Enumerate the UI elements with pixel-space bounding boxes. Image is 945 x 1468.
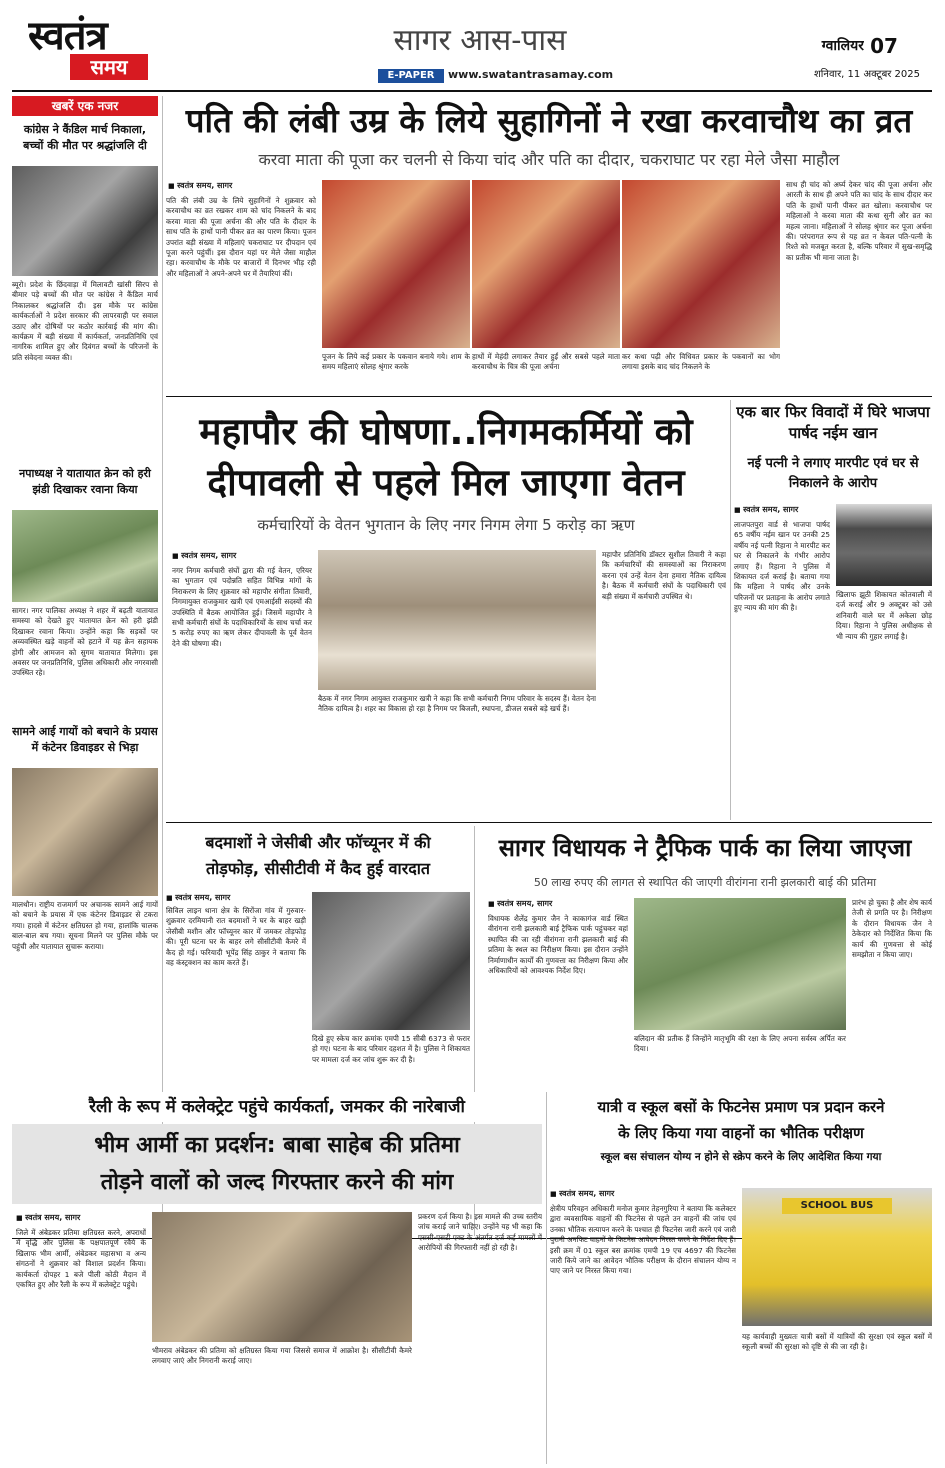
mayor-byline: ■ स्वतंत्र समय, सागर	[172, 550, 322, 562]
bus-body-2: यह कार्यवाही मुख्यतः यात्री बसों में यात्रियों की सुरक्षा एवं स्कूल बसों में स्कूली बच्चों की सुरक्षा को दृष्टि से की जा रही है।	[742, 1332, 932, 1352]
jcb-headline-2[interactable]: तोड़फोड़, सीसीटीवी में कैद हुई वारदात	[205, 859, 430, 878]
corporator-subhead: नई पत्नी ने लगाए मारपीट एवं घर से निकालने के आरोप	[747, 456, 919, 491]
park-headline[interactable]: सागर विधायक ने ट्रैफिक पार्क का लिया जाएजा	[498, 834, 912, 862]
corporator-story	[734, 400, 932, 820]
top-story-body-2: साथ ही चांद को अर्घ्य देकर चांद की पूजा अर्चना और आरती के साथ ही अपने पति का चांद के साथ दीदार कर पति के हाथों पानी पीकर व्रत खोला। करवाचौथ पर महिलाओं ने करवा माता की कथा सुनी और व्रत का महत्व जाना। महिलाओं ने सोलह श्रृंगार कर पूजा अर्चना की। परंपरागत रूप से यह व्रत न केवल पति-पत्नी के रिश्ते को मजबूत करता है, बल्कि परिवार में सुख-समृद्धि का प्रतीक भी माना जाता है।	[786, 180, 932, 262]
rally-strip[interactable]: रैली के रूप में कलेक्ट्रेट पहुंचे कार्यकर्ता, जमकर की नारेबाजी	[12, 1092, 542, 1122]
sidebar-story2-title[interactable]: नपाध्यक्ष ने यातायात क्रेन को हरी झंडी दिखाकर रवाना किया	[12, 466, 158, 506]
bhim-story	[12, 1124, 542, 1464]
section-title: सागर आस-पास	[393, 23, 567, 58]
page-number: 07	[870, 34, 898, 58]
bhim-caption: भीमराव अंबेडकर की प्रतिमा को क्षतिग्रस्त किया गया जिससे समाज में आक्रोश है। सीसीटीवी कैमरे लगवाए जाएं और निगरानी कराई जाए।	[152, 1346, 412, 1366]
bus-headline-2[interactable]: के लिए किया गया वाहनों का भौतिक परीक्षण	[618, 1124, 864, 1142]
mayor-divider	[730, 400, 731, 820]
school-bus-label: SCHOOL BUS	[782, 1198, 892, 1214]
epaper-label: E-PAPER	[378, 69, 444, 83]
bus-body: क्षेत्रीय परिवहन अधिकारी मनोज कुमार तेहनगुरिया ने बताया कि कलेक्टर द्वारा व्यवसायिक वाहनों की फिटनेस से पहले उन वाहनों की जांच एवं उनका भौतिक सत्यापन करने के पश्चात ही फिटनेस जारी करने एवं जारी पुरानी अनफिट वाहनों के फिटनेस आवेदन निरस्त करने के निर्देश दिए हैं। इसी क्रम में 01 स्कूल बस क्रमांक एमपी 19 एच 4697 की फिटनेस जारी किये जाने का आवेदन भौतिक परीक्षण के दौरान संचालन योग्य न पाए जाने पर निरस्त किया गया।	[550, 1204, 736, 1276]
park-byline: ■ स्वतंत्र समय, सागर	[488, 898, 638, 910]
bhim-body-2: प्रकरण दर्ज किया है। इस मामले की उच्च स्तरीय जांच कराई जाने चाहिए। उन्होंने यह भी कहा कि एससी-एसटी एक्ट के अंतर्गत दर्ज कई मामलों में आरोपियों की गिरफ्तारी नहीं हो रही है।	[418, 1212, 542, 1253]
website-link[interactable]: www.swatantrasamay.com	[448, 68, 614, 81]
cctv-photo	[312, 892, 470, 1030]
top-story-body: पति की लंबी उम्र के लिये सुहागिनों ने शुक्रवार को करवाचौथ का व्रत रखकर शाम को चांद निकलने के बाद करवा माता की पूजा अर्चना की और पति के दीदार के साथ पति के हाथों पानी पीकर व्रत का पारण किया। पूजन उपरांत बड़ी संख्या में महिलाएं चकराघाट पर दीपदान एवं पूजा करने पहुंचीं। इस दौरान यहां पर मेले जैसा माहौल रहा। करवाचौथ के मौके पर बाजारों में दिनभर भीड़ रही और महिलाओं ने अपने-अपने घर में तैयारियां कीं।	[166, 196, 316, 278]
photo-caption-1: पूजन के लिये कई प्रकार के पकवान बनाये गये। शाम के समय महिलाएं सोलह श्रृंगार करके	[322, 352, 470, 372]
photo-pooja-1	[322, 180, 470, 348]
top-story-byline: ■ स्वतंत्र समय, सागर	[168, 180, 318, 192]
mayor-body-3: महापौर प्रतिनिधि डॉक्टर सुशील तिवारी ने कहा कि कर्मचारियों की समस्याओं का निराकरण करना एवं उन्हें वेतन देना हमारा नैतिक दायित्व है। बैठक में कर्मचारी संघों के पदाधिकारी एवं बड़ी संख्या में कर्मचारी उपस्थित थे।	[602, 550, 726, 601]
bhim-byline: ■ स्वतंत्र समय, सागर	[16, 1212, 166, 1224]
logo-bottom: समय	[70, 54, 148, 80]
sidebar-divider	[162, 96, 163, 1236]
bus-byline: ■ स्वतंत्र समय, सागर	[550, 1188, 700, 1200]
bhim-body: जिले में अंबेडकर प्रतिमा क्षतिग्रस्त करने, अपराधों में वृद्धि और पुलिस के पक्षपातपूर्ण रवैये के खिलाफ भीम आर्मी, अंबेडकर महासभा व अन्य संगठनों ने शुक्रवार को विशाल प्रदर्शन किया। कार्यकर्ता दोपहर 1 बजे पीली कोठी मैदान में एकत्रित हुए और रैली के रूप में कलेक्ट्रेट पहुंचे।	[16, 1228, 146, 1290]
bus-subhead: स्कूल बस संचालन योग्य न होने से स्क्रेप करने के लिए आदेशित किया गया	[600, 1151, 882, 1163]
photo-caption-3: कर कथा पढ़ी और विधिवत प्रकार के पकवानों का भोग लगाया इसके बाद चांद निकलने के	[622, 352, 780, 372]
mayor-subhead: कर्मचारियों के वेतन भुगतान के लिए नगर निगम लेगा 5 करोड़ का ऋण	[257, 516, 635, 534]
school-bus-photo	[742, 1188, 932, 1326]
sidebar-story1-body: ब्यूरो। प्रदेश के छिंदवाड़ा में मिलावटी खांसी सिरप से बीमार पड़े बच्चों की मौत पर कांग्रेस ने कैंडिल मार्च निकालकर श्रद्धांजलि दी। इस मौके पर कांग्रेस कार्यकर्ताओं ने प्रदेश सरकार की लापरवाही पर सवाल उठाए और दोषियों पर कठोर कार्रवाई की मांग की। कार्यक्रम में बड़ी संख्या में कार्यकर्ता, जनप्रतिनिधि एवं नागरिक शामिल हुए और दिवंगत बच्चों के परिजनों के प्रति संवेदना व्यक्त की।	[12, 280, 158, 362]
photo-pooja-2	[472, 180, 620, 348]
jcb-headline-1[interactable]: बदमाशों ने जेसीबी और फॉच्यूनर में की	[205, 833, 431, 852]
bhim-headline-2[interactable]: तोड़ने वालों को जल्द गिरफ्तार करने की मांग	[100, 1170, 454, 1195]
sidebar-story1-title[interactable]: कांग्रेस ने कैंडिल मार्च निकाला, बच्चों की मौत पर श्रद्धांजलि दी	[23, 123, 147, 152]
jcb-body: सिविल लाइन थाना क्षेत्र के सिरोंजा गांव में गुरुवार-शुक्रवार दरमियानी रात बदमाशों ने घर के बाहर खड़ी जेसीबी मशीन और फॉच्यूनर कार में जमकर तोड़फोड़ की। पूरी घटना घर के बाहर लगे सीसीटीवी कैमरे में कैद हो गई। फरियादी भूपेंद्र सिंह ठाकुर ने बताया कि वह कंस्ट्रक्शन का काम करते हैं।	[166, 906, 306, 968]
protest-photo	[152, 1212, 412, 1342]
corporator-photo	[836, 504, 932, 586]
sidebar	[12, 96, 158, 1236]
park-body-2: प्रारंभ हो चुका है और शेष कार्य तेजी से प्रगति पर है। निरीक्षण के दौरान विधायक जैन ने ठेकेदार को निर्देशित किया कि कार्य की गुणवत्ता से कोई समझौता न किया जाए।	[852, 898, 932, 960]
mayor-story	[166, 400, 726, 820]
sidebar-story2-body: सागर। नगर पालिका अध्यक्ष ने शहर में बढ़ती यातायात समस्या को देखते हुए यातायात क्रेन को हरी झंडी दिखाकर रवाना किया। उन्होंने कहा कि सड़कों पर अव्यवस्थित खड़े वाहनों को हटाने में यह क्रेन सहायक होगी और आमजन को सुगम यातायात मिलेगा। इस अवसर पर जनप्रतिनिधि, पुलिस अधिकारी और नगरवासी उपस्थित रहे।	[12, 606, 158, 678]
bus-headline-1[interactable]: यात्री व स्कूल बसों के फिटनेस प्रमाण पत्र प्रदान करने	[597, 1098, 885, 1116]
sidebar-story3-title[interactable]: सामने आई गायों को बचाने के प्रयास में कंटेनर डिवाइडर से भिड़ा	[12, 724, 158, 764]
city-name: ग्वालियर	[821, 38, 864, 54]
section-divider-2	[166, 822, 932, 823]
logo-top: स्वतंत्र	[28, 12, 107, 54]
issue-date: शनिवार, 11 अक्टूबर 2025	[814, 69, 920, 80]
masthead	[0, 0, 945, 92]
top-story	[166, 94, 932, 394]
park-photo	[634, 898, 846, 1030]
meeting-photo	[318, 550, 596, 690]
sidebar-story3-body: मालथौन। राष्ट्रीय राजमार्ग पर अचानक सामने आई गायों को बचाने के प्रयास में एक कंटेनर डिवाइडर से टकरा गया। हादसे में कंटेनर क्षतिग्रस्त हो गया, हालांकि चालक बाल-बाल बच गया। सूचना मिलने पर पुलिस मौके पर पहुंची और यातायात सुचारू कराया।	[12, 900, 158, 951]
photo-caption-2: हाथों में मेहंदी लगाकर तैयार हुईं और सबसे पहले माता करवाचौथ के चित्र की पूजा अर्चना	[472, 352, 620, 372]
mayor-body: नगर निगम कर्मचारी संघों द्वारा की गई वेतन, एरियर का भुगतान एवं पदोन्नति सहित विभिन्न मांगों के निराकरण के लिए शुक्रवार को महापौर संगीता तिवारी, निगमायुक्त राजकुमार खत्री एवं एमआईसी सदस्यों की उपस्थिति में बैठक आयोजित हुई। जिसमें महापौर ने सभी कर्मचारी संघों के पदाधिकारियों के साथ चर्चा कर 5 करोड़ रुपए का ऋण लेकर दीपावली के पूर्व वेतन देने की घोषणा की।	[172, 566, 312, 648]
photo-pooja-3	[622, 180, 780, 348]
bhim-headline-1[interactable]: भीम आर्मी का प्रदर्शन: बाबा साहेब की प्रतिमा	[94, 1133, 460, 1158]
story1-photo	[12, 166, 158, 276]
jcb-byline: ■ स्वतंत्र समय, सागर	[166, 892, 316, 904]
sidebar-header: खबरें एक नजर	[12, 96, 158, 116]
park-body: विधायक शैलेंद्र कुमार जैन ने काकागंज वार्ड स्थित वीरांगना रानी झलकारी बाई ट्रैफिक पार्क पहुंचकर वहां स्थापित की जा रही वीरांगना रानी झलकारी बाई की प्रतिमा के स्थल का निरीक्षण किया। इस दौरान उन्होंने निर्माणाधीन कार्यों की गुणवत्ता का निरीक्षण किया और अधिकारियों को आवश्यक निर्देश दिए।	[488, 914, 628, 976]
park-subhead: 50 लाख रुपए की लागत से स्थापित की जाएगी वीरांगना रानी झलकारी बाई की प्रतिमा	[533, 876, 877, 889]
corporator-byline: ■ स्वतंत्र समय, सागर	[734, 504, 884, 516]
jcb-body-2: दिखे हुए स्केच कार क्रमांक एमपी 15 सीबी 6373 से फरार हो गए। घटना के बाद परिवार दहशत में है। पुलिस ने शिकायत पर मामला दर्ज कर जांच शुरू कर दी है।	[312, 1034, 470, 1064]
corporator-body: लाजपतपुरा वार्ड से भाजपा पार्षद 65 वर्षीय नईम खान पर उनकी 25 वर्षीय नई पत्नी रिहाना ने मारपीट कर घर से निकालने के गंभीर आरोप लगाए हैं। रिहाना ने पुलिस में शिकायत दर्ज कराई है। बताया गया कि महिला ने पार्षद और उनके परिजनों पर प्रताड़ना के आरोप लगाते हुए न्याय की मांग की है।	[734, 520, 830, 613]
story3-photo	[12, 768, 158, 896]
mayor-body-2: बैठक में नगर निगम आयुक्त राजकुमार खत्री ने कहा कि सभी कर्मचारी निगम परिवार के सदस्य हैं। वेतन देना नैतिक दायित्व है। शहर का विकास हो रहा है निगम पर बिजली, स्थापना, डीजल सबसे बड़े खर्च हैं।	[318, 694, 596, 714]
masthead-divider	[12, 90, 932, 92]
top-story-subhead: करवा माता की पूजा कर चलनी से किया चांद और पति का दीदार, चकराघाट पर रहा मेले जैसा माहौल	[258, 150, 840, 169]
corporator-headline[interactable]: एक बार फिर विवादों में घिरे भाजपा पार्षद नईम खान	[736, 403, 930, 442]
bus-story	[550, 1092, 932, 1464]
story2-photo	[12, 510, 158, 602]
section-divider-1	[166, 396, 932, 397]
top-story-headline[interactable]: पति की लंबी उम्र के लिये सुहागिनों ने रखा करवाचौथ का व्रत	[185, 101, 913, 140]
corporator-body-2: खिलाफ झूठी शिकायत कोतवाली में दर्ज कराई और 9 अक्टूबर को उसे शनिवारी वाले घर में अकेला छोड़ दिया। रिहाना ने पुलिस अधीक्षक से भी न्याय की गुहार लगाई है।	[836, 590, 932, 641]
park-caption: बलिदान की प्रतीक हैं जिन्होंने मातृभूमि की रक्षा के लिए अपना सर्वस्व अर्पित कर दिया।	[634, 1034, 846, 1054]
mayor-headline-1[interactable]: महापौर की घोषणा..निगमकर्मियों को	[199, 410, 693, 453]
bhim-divider	[546, 1092, 547, 1464]
mayor-headline-2[interactable]: दीपावली से पहले मिल जाएगा वेतन	[207, 461, 685, 504]
